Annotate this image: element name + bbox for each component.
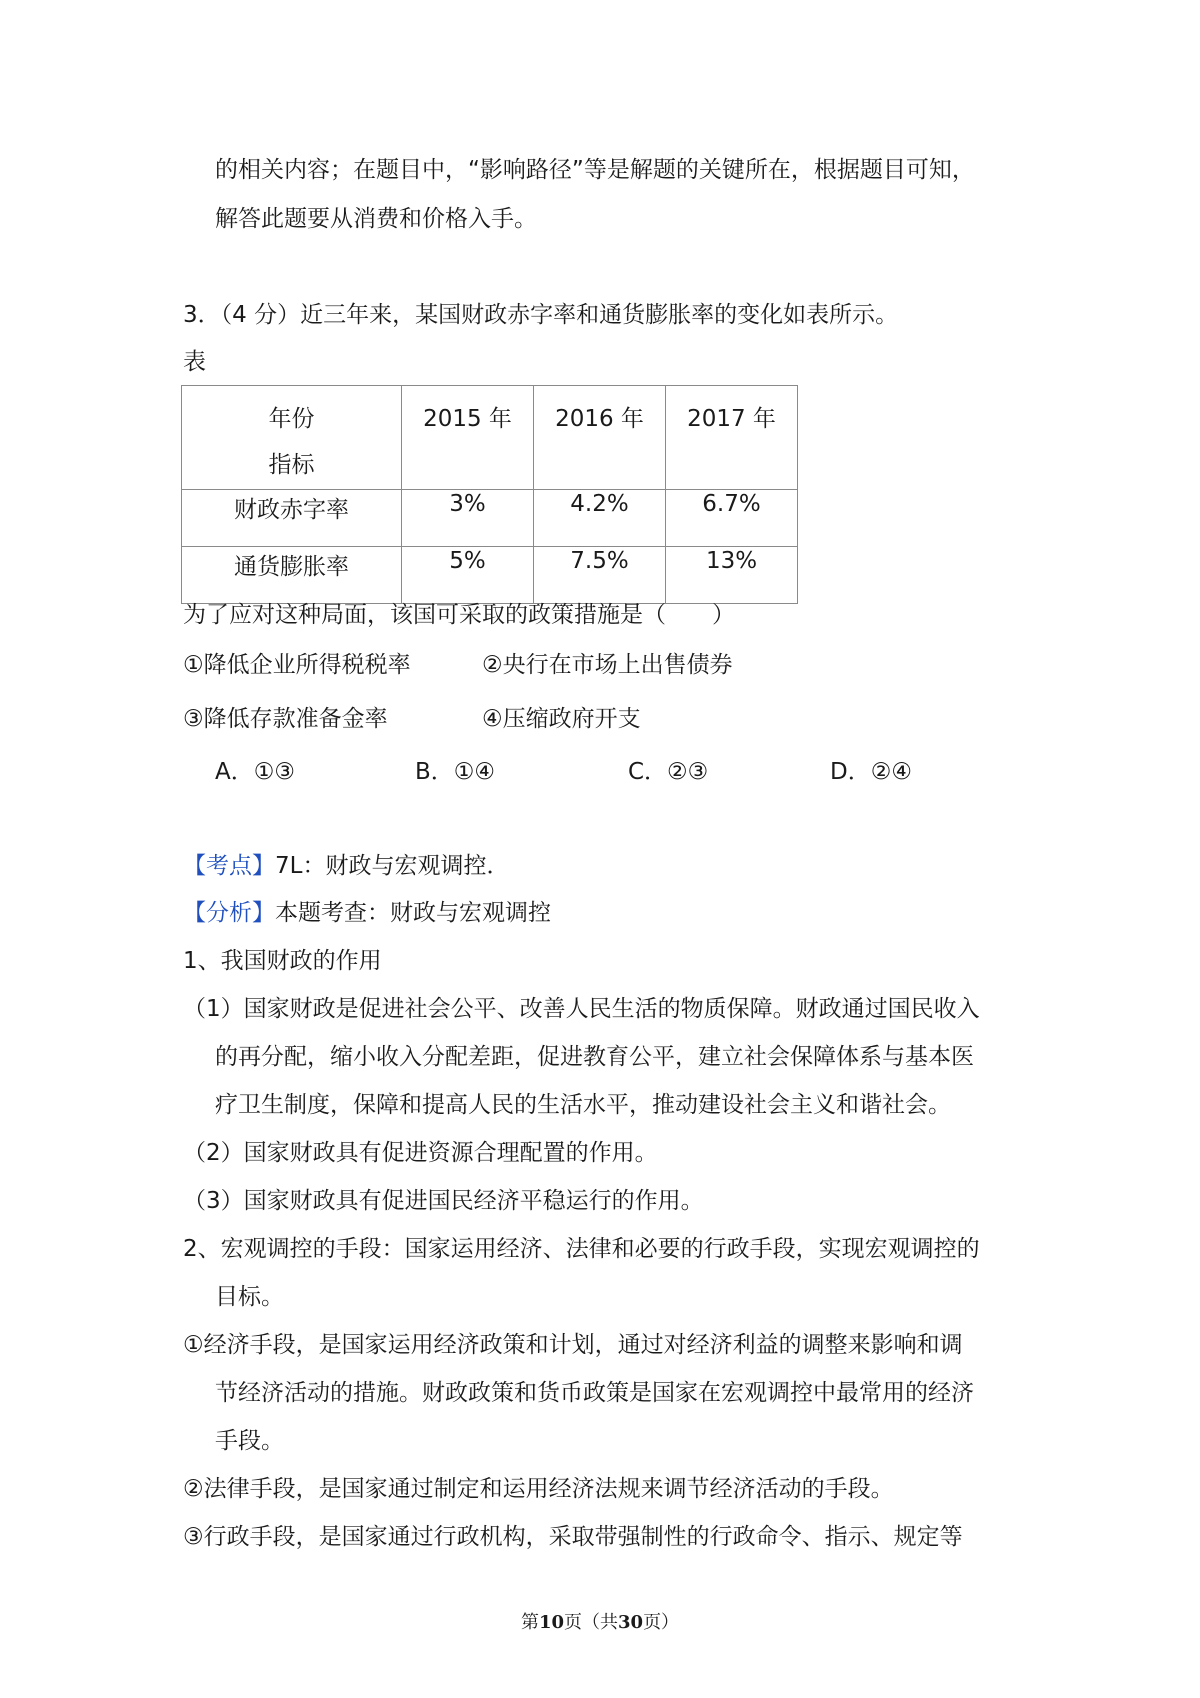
fenxi-text: 本题考查：财政与宏观调控 xyxy=(275,900,551,926)
footer-page-number: 10 xyxy=(538,1612,564,1633)
fenxi-line xyxy=(183,898,551,928)
row-label: 通货膨胀率 xyxy=(182,547,402,604)
year-header: 2015 年 xyxy=(402,386,534,490)
corner-top-label: 年份 xyxy=(268,406,315,432)
analysis-line: （2）国家财政具有促进资源合理配置的作用。 xyxy=(183,1140,658,1166)
footer-prefix: 第 xyxy=(520,1612,539,1633)
fenxi-tag: 【分析】 xyxy=(183,900,275,926)
kaodian-text: 7L：财政与宏观调控． xyxy=(275,853,510,879)
table-cell: 7.5% xyxy=(534,547,666,604)
kaodian-line xyxy=(183,851,509,881)
kaodian-tag: 【考点】 xyxy=(183,853,275,879)
table-cell: 4.2% xyxy=(534,490,666,547)
table-row xyxy=(182,490,798,547)
corner-bottom-label: 指标 xyxy=(268,452,315,478)
analysis-line: 节经济活动的措施。财政政策和货币政策是国家在宏观调控中最常用的经济 xyxy=(215,1380,974,1406)
analysis-line: 目标。 xyxy=(215,1284,284,1310)
option-item-2: ②央行在市场上出售债券 xyxy=(482,652,733,678)
row-label: 财政赤字率 xyxy=(182,490,402,547)
analysis-line: 疗卫生制度，保障和提高人民的生活水平，推动建设社会主义和谐社会。 xyxy=(215,1092,951,1118)
option-item-1: ①降低企业所得税税率 xyxy=(183,652,411,678)
analysis-line: （1）国家财政是促进社会公平、改善人民生活的物质保障。财政通过国民收入 xyxy=(183,996,980,1022)
table-row xyxy=(182,547,798,604)
table-label: 表 xyxy=(183,349,206,375)
question-prompt: 为了应对这种局面，该国可采取的政策措施是（ ） xyxy=(183,602,735,628)
option-item-3: ③降低存款准备金率 xyxy=(183,706,388,732)
table-cell: 13% xyxy=(666,547,798,604)
year-header: 2016 年 xyxy=(534,386,666,490)
analysis-line: 1、我国财政的作用 xyxy=(183,948,382,974)
analysis-line: （3）国家财政具有促进国民经济平稳运行的作用。 xyxy=(183,1188,704,1214)
choice-d: D．②④ xyxy=(830,759,912,785)
footer-middle: 页（共 xyxy=(564,1612,618,1633)
table-cell: 3% xyxy=(402,490,534,547)
choice-b: B．①④ xyxy=(415,759,496,785)
analysis-line: ③行政手段，是国家通过行政机构，采取带强制性的行政命令、指示、规定等 xyxy=(183,1524,963,1550)
option-item-4: ④压缩政府开支 xyxy=(482,706,641,732)
data-table xyxy=(181,385,798,604)
analysis-line: ②法律手段，是国家通过制定和运用经济法规来调节经济活动的手段。 xyxy=(183,1476,894,1502)
year-header: 2017 年 xyxy=(666,386,798,490)
footer-total-pages: 30 xyxy=(618,1612,644,1633)
page-footer xyxy=(0,1608,1200,1634)
analysis-line: 手段。 xyxy=(215,1428,284,1454)
choice-a: A．①③ xyxy=(215,759,295,785)
choice-c: C．②③ xyxy=(628,759,709,785)
analysis-line: 2、宏观调控的手段：国家运用经济、法律和必要的行政手段，实现宏观调控的 xyxy=(183,1236,980,1262)
intro-line-2: 解答此题要从消费和价格入手。 xyxy=(215,206,537,232)
table-cell: 6.7% xyxy=(666,490,798,547)
table-header-row xyxy=(182,386,798,490)
table-cell: 5% xyxy=(402,547,534,604)
intro-line-1: 的相关内容；在题目中，“影响路径”等是解题的关键所在，根据题目可知， xyxy=(215,157,975,183)
footer-suffix: 页） xyxy=(643,1612,680,1633)
analysis-line: 的再分配，缩小收入分配差距，促进教育公平，建立社会保障体系与基本医 xyxy=(215,1044,974,1070)
question-stem: 3．（4 分）近三年来，某国财政赤字率和通货膨胀率的变化如表所示。 xyxy=(183,302,899,328)
table-corner-cell xyxy=(182,386,402,490)
analysis-line: ①经济手段，是国家运用经济政策和计划，通过对经济利益的调整来影响和调 xyxy=(183,1332,963,1358)
